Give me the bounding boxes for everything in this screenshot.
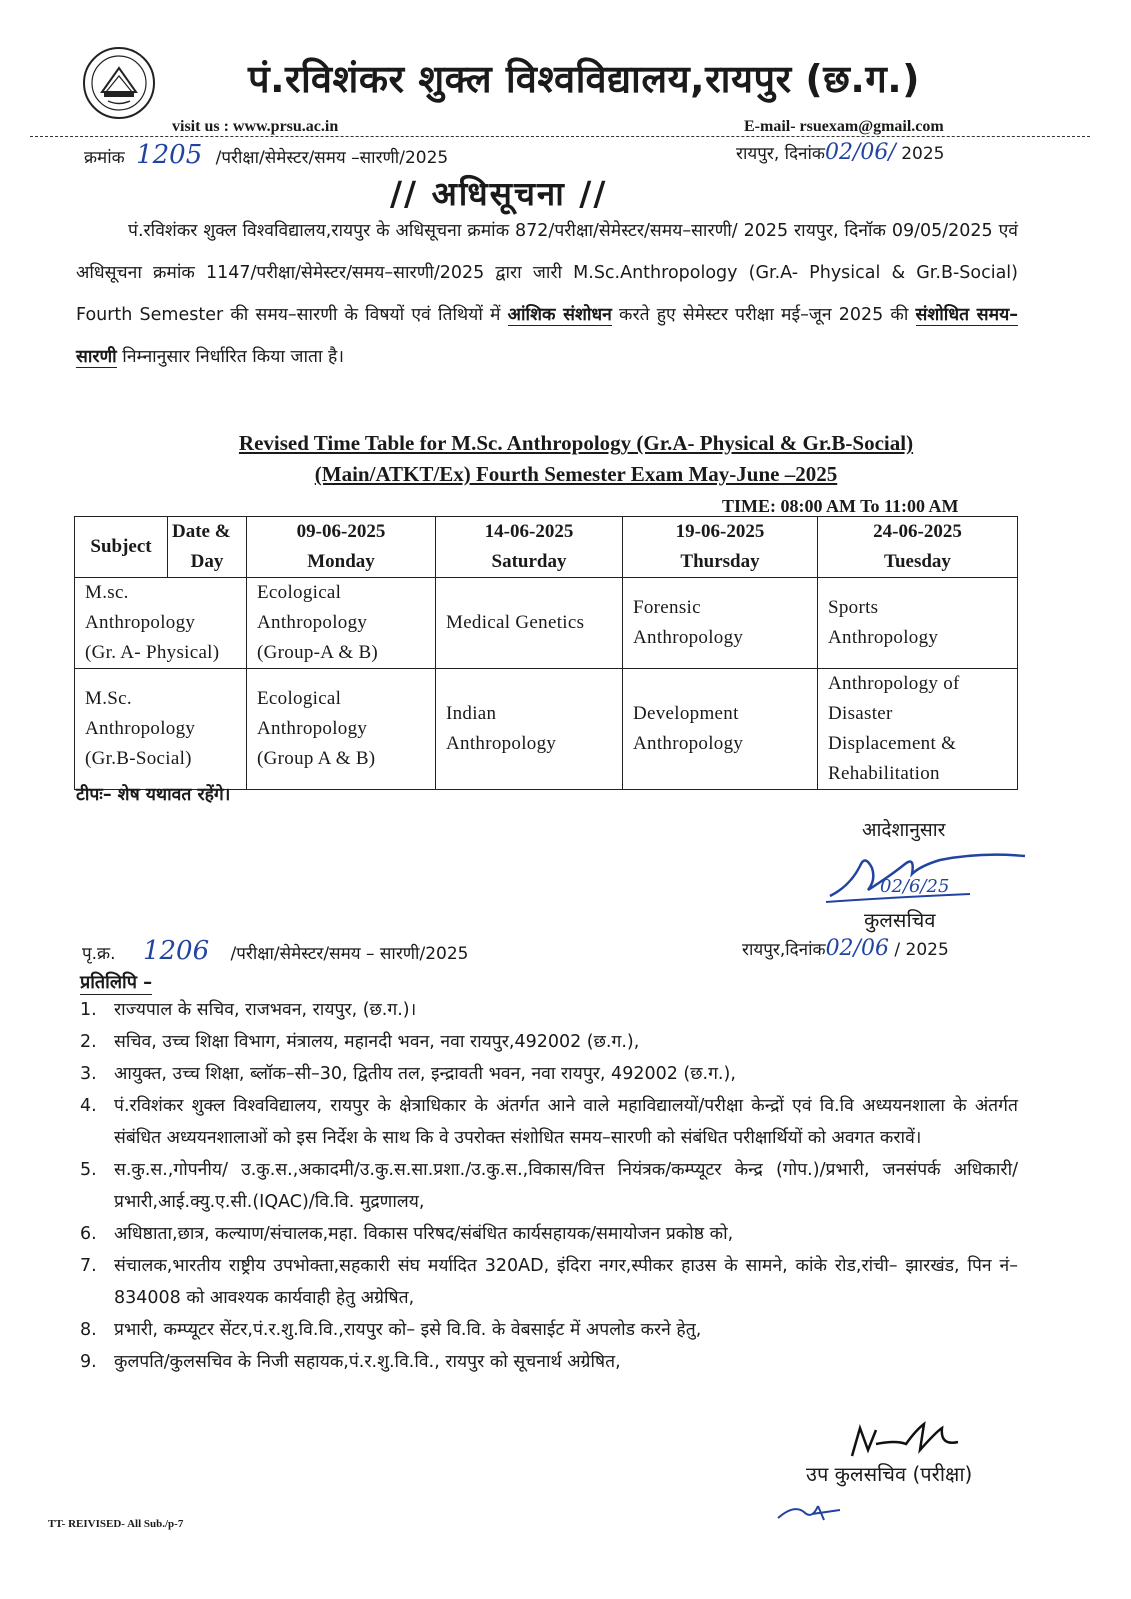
day-header-label: Day bbox=[190, 551, 224, 572]
note-text: टीपः– शेष यथावत रहेंगे। bbox=[76, 785, 231, 805]
timetable-title bbox=[76, 428, 1076, 490]
timetable bbox=[74, 516, 1018, 790]
copy-heading: प्रतिलिपि – bbox=[80, 972, 153, 993]
endorsement-path: /परीक्षा/सेमेस्टर/समय – सारणी/2025 bbox=[230, 944, 469, 964]
endorsement-label: पृ.क्र. bbox=[82, 944, 116, 964]
initials-mark bbox=[774, 1498, 844, 1526]
reference-place-date-label: रायपुर, दिनांक bbox=[736, 144, 825, 164]
paragraph-bold-revised-timetable: संशोधित समय–सारणी bbox=[76, 305, 1018, 367]
copy-list bbox=[80, 994, 1018, 1378]
date-header-3: 19-06-2025 Thursday bbox=[623, 517, 818, 578]
timetable-title-line2: (Main/ATKT/Ex) Fourth Semester Exam May-June –2025 bbox=[314, 462, 838, 486]
list-item: 9. कुलपति/कुलसचिव के निजी सहायक,पं.र.शु.वि.वि., रायपुर को सूचनार्थ अग्रेषित, bbox=[80, 1352, 621, 1372]
reference-path: /परीक्षा/सेमेस्टर/समय –सारणी/2025 bbox=[215, 148, 449, 168]
exam-cell: Anthropology of Disaster Displacement & Rehabilitation bbox=[818, 669, 1018, 790]
exam-cell: Indian Anthropology bbox=[436, 669, 623, 790]
deputy-registrar-signature bbox=[846, 1420, 966, 1462]
registrar-designation: कुलसचिव bbox=[864, 908, 936, 932]
by-order-text: आदेशानुसार bbox=[862, 819, 946, 841]
date-header-label: Date & bbox=[172, 521, 231, 542]
subject-cell-social: M.Sc. Anthropology (Gr.B-Social) bbox=[75, 669, 247, 790]
exam-cell: Sports Anthropology bbox=[818, 578, 1018, 669]
list-item: 5. स.कु.स.,गोपनीय/ उ.कु.स.,अकादमी/उ.कु.स.सा.प्रशा./उ.कु.स.,विकास/वित्त नियंत्रक/कम्प्यूटर केन्द्र (गोप.)/प्रभारी, जनसंपर्क अधिकारी/प्रभारी,आई.क्यु.ए.सी.(IQAC)/वि.वि. मुद्रणालय, bbox=[80, 1160, 1018, 1212]
list-item: 4. पं.रविशंकर शुक्ल विश्वविद्यालय, रायपुर के क्षेत्राधिकार के अंतर्गत आने वाले महाविद्यालयों/परीक्षा केन्द्रों एवं वि.वि अध्ययनशाला के अंतर्गत संबंधित अध्ययनशालाओं को इस निर्देश के साथ कि वे उपरोक्त संशोधित समय–सारणी को संबंधित परीक्षार्थियों को अवगत करावें। bbox=[80, 1096, 1018, 1148]
reference-date bbox=[736, 140, 944, 165]
endorsement-date bbox=[742, 936, 949, 961]
notice-heading: // अधिसूचना // bbox=[390, 174, 608, 213]
exam-cell: Medical Genetics bbox=[436, 578, 623, 669]
date-header-1: 09-06-2025 Monday bbox=[247, 517, 436, 578]
list-item: 1. राज्यपाल के सचिव, राजभवन, रायपुर, (छ.ग.)। bbox=[80, 1000, 417, 1020]
list-item: 2. सचिव, उच्च शिक्षा विभाग, मंत्रालय, महानदी भवन, नवा रायपुर,492002 (छ.ग.), bbox=[80, 1032, 640, 1052]
list-item: 8. प्रभारी, कम्प्यूटर सेंटर,पं.र.शु.वि.वि.,रायपुर को– इसे वि.वि. के वेबसाईट में अपलोड करने हेतु, bbox=[80, 1320, 702, 1340]
endorsement-line bbox=[82, 936, 468, 966]
reference-label: क्रमांक bbox=[84, 148, 125, 168]
table-row bbox=[75, 578, 1018, 669]
table-row bbox=[75, 669, 1018, 790]
endorsement-year: / 2025 bbox=[894, 940, 949, 960]
registrar-signature bbox=[820, 846, 1030, 912]
date-header-2: 14-06-2025 Saturday bbox=[436, 517, 623, 578]
university-seal-logo bbox=[82, 46, 156, 120]
reference-number: 1205 bbox=[136, 140, 203, 170]
university-title: पं.रविशंकर शुक्ल विश्वविद्यालय,रायपुर (छ.ग.) bbox=[248, 57, 921, 101]
exam-time: TIME: 08:00 AM To 11:00 AM bbox=[722, 496, 959, 516]
paragraph-part3: निम्नानुसार निर्धारित किया जाता है। bbox=[122, 347, 344, 367]
date-header-4: 24-06-2025 Tuesday bbox=[818, 517, 1018, 578]
website-text: visit us : www.prsu.ac.in bbox=[172, 118, 339, 135]
signature-date: 02/6/25 bbox=[880, 876, 950, 897]
timetable-header-row bbox=[75, 517, 1018, 578]
endorsement-number: 1206 bbox=[142, 936, 210, 966]
exam-cell: Ecological Anthropology (Group A & B) bbox=[247, 669, 436, 790]
footer-code: TT- REIVISED- All Sub./p-7 bbox=[48, 1518, 184, 1530]
email-text: E-mail- rsuexam@gmail.com bbox=[744, 118, 944, 135]
endorsement-place-date-label: रायपुर,दिनांक bbox=[742, 940, 826, 960]
reference-line bbox=[84, 140, 448, 170]
reference-year: 2025 bbox=[901, 144, 945, 164]
exam-cell: Ecological Anthropology (Group-A & B) bbox=[247, 578, 436, 669]
timetable-title-line1: Revised Time Table for M.Sc. Anthropology (Gr.A- Physical & Gr.B-Social) bbox=[238, 431, 914, 455]
reference-date-hand: 02/06/ bbox=[824, 140, 896, 165]
paragraph-part2: करते हुए सेमेस्टर परीक्षा मई–जून 2025 की bbox=[619, 305, 909, 325]
list-item: 7. संचालक,भारतीय राष्ट्रीय उपभोक्ता,सहकारी संघ मर्यादित 320AD, इंदिरा नगर,स्पीकर हाउस के सामने, कांके रोड,रांची– झारखंड, पिन नं– 834008 को आवश्यक कार्यवाही हेतु अग्रेषित, bbox=[80, 1256, 1018, 1308]
exam-cell: Development Anthropology bbox=[623, 669, 818, 790]
list-item: 3. आयुक्त, उच्च शिक्षा, ब्लॉक–सी–30, द्वितीय तल, इन्द्रावती भवन, नवा रायपुर, 492002 (छ.ग.), bbox=[80, 1064, 736, 1084]
subject-header: Subject bbox=[75, 517, 168, 578]
paragraph-part1: पं.रविशंकर शुक्ल विश्वविद्यालय,रायपुर के अधिसूचना क्रमांक 872/परीक्षा/सेमेस्टर/समय–सारणी/ 2025 रायपुर, दिनॉक 09/05/2025 एवं अधिसूचना क्रमांक 1147/परीक्षा/सेमेस्टर/समय–सारणी/2025 द्वारा जारी M.Sc.Anthropology (Gr.A- Physical & Gr.B-Social) Fourth Semester की समय–सारणी के विषयों एवं तिथियों में bbox=[76, 221, 1018, 325]
notice-paragraph bbox=[76, 210, 1018, 378]
endorsement-date-hand: 02/06 bbox=[825, 936, 889, 961]
subject-cell-physical: M.sc. Anthropology (Gr. A- Physical) bbox=[75, 578, 247, 669]
list-item: 6. अधिष्ठाता,छात्र, कल्याण/संचालक,महा. विकास परिषद/संबंधित कार्यसहायक/समायोजन प्रकोष्ठ को, bbox=[80, 1224, 734, 1244]
date-day-header bbox=[168, 517, 247, 578]
header-divider bbox=[30, 136, 1090, 137]
exam-cell: Forensic Anthropology bbox=[623, 578, 818, 669]
paragraph-bold-partial-amendment: आंशिक संशोधन bbox=[507, 305, 612, 325]
deputy-registrar-designation: उप कुलसचिव (परीक्षा) bbox=[806, 1462, 973, 1486]
